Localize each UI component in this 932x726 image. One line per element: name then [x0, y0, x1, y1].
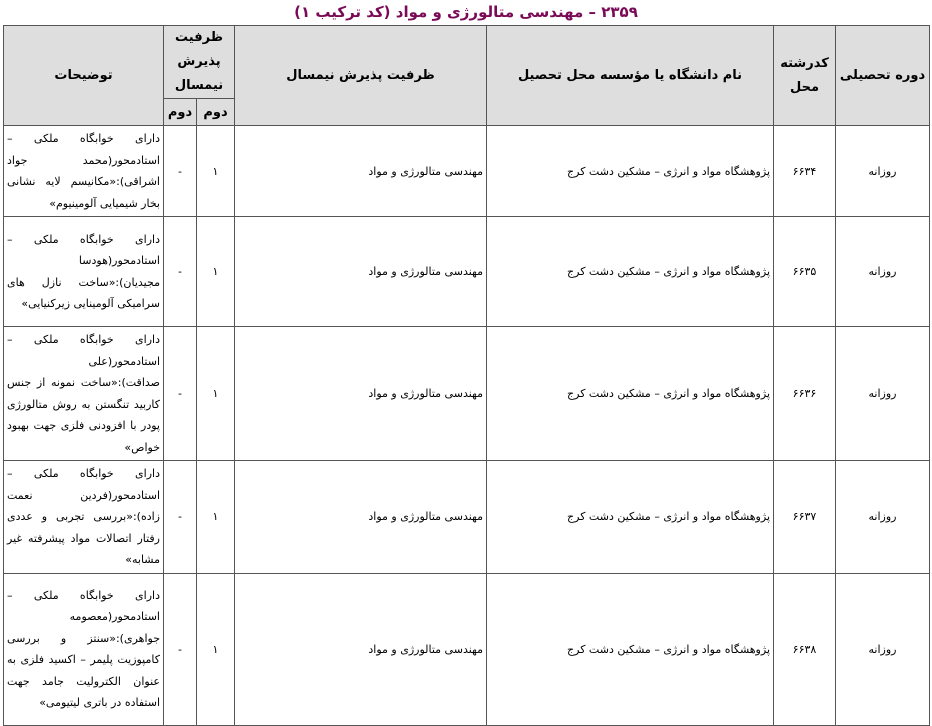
- row-field: مهندسی متالورژی و مواد: [235, 461, 487, 574]
- row-field: مهندسی متالورژی و مواد: [235, 217, 487, 327]
- row-notes: دارای خوابگاه ملکی – استادمحور(محمد جواد اشراقی):«مکانیسم لایه نشانی بخار شیمیایی آلومینیوم»: [4, 126, 164, 217]
- table-row: [4, 461, 930, 574]
- row-university: پژوهشگاه مواد و انرژی – مشکین دشت کرج: [487, 126, 774, 217]
- row-notes: دارای خوابگاه ملکی – استادمحور(فردین نعمت زاده):«بررسی تجربی و عددی رفتار اتصالات مواد پیشرفته غیر مشابه»: [4, 461, 164, 574]
- header-university: نام دانشگاه یا مؤسسه محل تحصیل: [487, 26, 774, 126]
- row-sem2: -: [164, 573, 197, 725]
- table-row: [4, 327, 930, 461]
- table-row: [4, 573, 930, 725]
- row-course: روزانه: [836, 573, 930, 725]
- row-course: روزانه: [836, 126, 930, 217]
- row-field: مهندسی متالورژی و مواد: [235, 327, 487, 461]
- row-field: مهندسی متالورژی و مواد: [235, 126, 487, 217]
- row-code: ۶۶۳۴: [774, 126, 836, 217]
- row-sem2: -: [164, 217, 197, 327]
- page-title: ۲۳۵۹ – مهندسی متالورژی و مواد (کد ترکیب ۱): [294, 3, 638, 21]
- row-sem1: ۱: [197, 461, 235, 574]
- row-sem2: -: [164, 327, 197, 461]
- row-course: روزانه: [836, 217, 930, 327]
- header-capacity-group: ظرفیت پذیرش نیمسال: [164, 26, 235, 99]
- admissions-table: [3, 25, 930, 726]
- table-row: [4, 217, 930, 327]
- row-field: مهندسی متالورژی و مواد: [235, 573, 487, 725]
- table-row: [4, 126, 930, 217]
- row-university: پژوهشگاه مواد و انرژی – مشکین دشت کرج: [487, 327, 774, 461]
- row-notes: دارای خوابگاه ملکی – استادمحور(هودسا مجیدیان):«ساخت نازل های سرامیکی آلومینایی زیرکنیایی»: [4, 217, 164, 327]
- row-code: ۶۶۳۷: [774, 461, 836, 574]
- row-notes: دارای خوابگاه ملکی – استادمحور(معصومه جواهری):«سنتز و بررسی کامپوزیت پلیمر – اکسید فلزی به عنوان الکترولیت جامد جهت استفاده در باتری لیتیومی»: [4, 573, 164, 725]
- row-university: پژوهشگاه مواد و انرژی – مشکین دشت کرج: [487, 217, 774, 327]
- row-sem1: ۱: [197, 327, 235, 461]
- header-code: کدرشته محل: [774, 26, 836, 126]
- row-code: ۶۶۳۸: [774, 573, 836, 725]
- header-course: دوره تحصیلی: [836, 26, 930, 126]
- row-course: روزانه: [836, 327, 930, 461]
- row-sem1: ۱: [197, 126, 235, 217]
- row-university: پژوهشگاه مواد و انرژی – مشکین دشت کرج: [487, 461, 774, 574]
- row-course: روزانه: [836, 461, 930, 574]
- header-sem2: دوم: [164, 99, 197, 126]
- header-capacity: ظرفیت پذیرش نیمسال: [235, 26, 487, 126]
- row-university: پژوهشگاه مواد و انرژی – مشکین دشت کرج: [487, 573, 774, 725]
- row-notes: دارای خوابگاه ملکی – استادمحور(علی صداقت):«ساخت نمونه از جنس کاربید تنگستن به روش متالورژی پودر با افزودنی فلزی جهت بهبود خواص»: [4, 327, 164, 461]
- header-notes: توضیحات: [4, 26, 164, 126]
- header-sem1: دوم: [197, 99, 235, 126]
- row-sem1: ۱: [197, 573, 235, 725]
- row-sem2: -: [164, 461, 197, 574]
- row-code: ۶۶۳۶: [774, 327, 836, 461]
- row-sem1: ۱: [197, 217, 235, 327]
- row-code: ۶۶۳۵: [774, 217, 836, 327]
- row-sem2: -: [164, 126, 197, 217]
